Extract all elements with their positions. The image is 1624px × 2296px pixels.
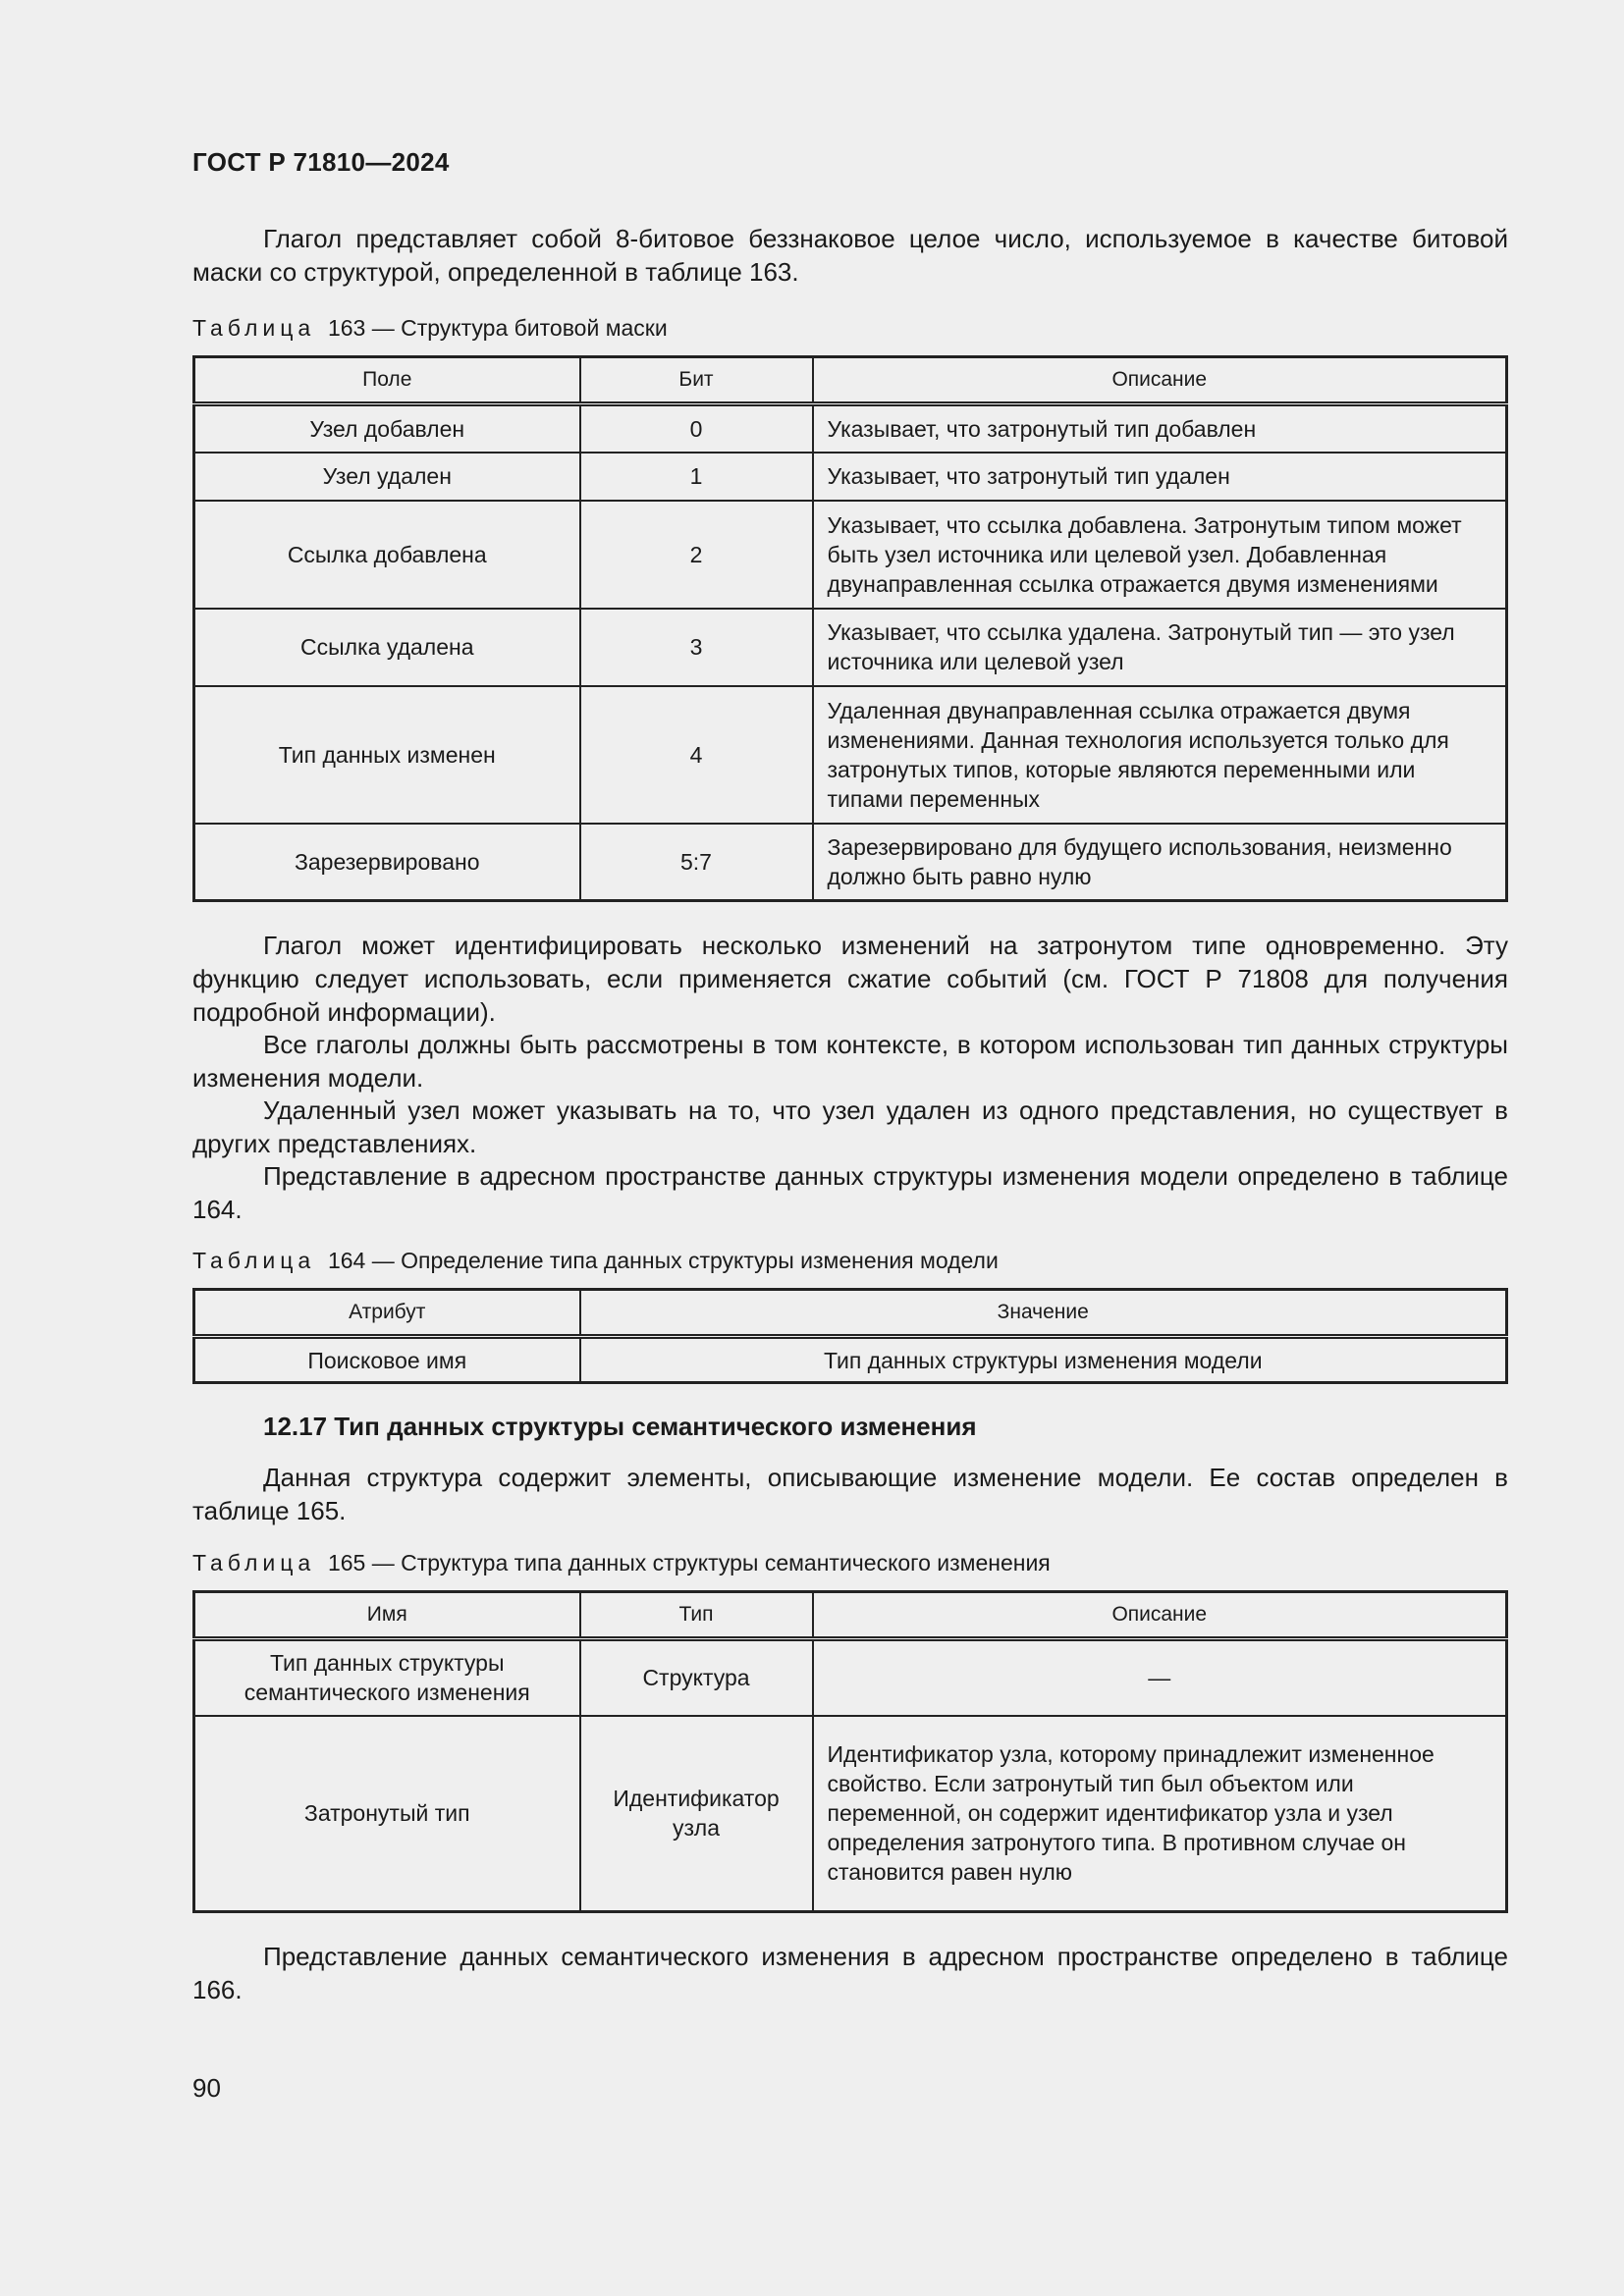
description-cell: Указывает, что ссылка удалена. Затронутый тип — это узел источника или целевой узел <box>813 609 1507 686</box>
document-header: ГОСТ Р 71810—2024 <box>192 147 450 177</box>
bit-cell: 0 <box>580 404 813 453</box>
table-row <box>194 824 1507 901</box>
type-cell: Идентификатор узла <box>580 1716 813 1912</box>
table-row <box>194 1716 1507 1912</box>
table165-caption: Таблица 165 — Структура типа данных структуры семантического изменения <box>192 1550 1051 1575</box>
field-cell: Тип данных изменен <box>194 686 580 824</box>
bit-cell: 4 <box>580 686 813 824</box>
field-cell: Зарезервировано <box>194 824 580 901</box>
description-cell: Зарезервировано для будущего использования, неизменно должно быть равно нулю <box>813 824 1507 901</box>
field-cell: Ссылка удалена <box>194 609 580 686</box>
final-paragraph: Представление данных семантического изменения в адресном пространстве определено в таблице 166. <box>192 1942 1508 2004</box>
attribute-cell: Поисковое имя <box>194 1337 580 1383</box>
bit-cell: 2 <box>580 501 813 609</box>
table-row <box>194 1337 1507 1383</box>
table-row <box>194 686 1507 824</box>
table-163 <box>192 355 1508 902</box>
table-row <box>194 404 1507 453</box>
intro-paragraph: Глагол представляет собой 8-битовое беззнаковое целое число, используемое в качестве битовой маски со структурой, определенной в таблице 163. <box>192 224 1508 287</box>
description-cell: Идентификатор узла, которому принадлежит измененное свойство. Если затронутый тип был объектом или переменной, он содержит идентификатор узла и узел определения затронутого типа. В противном случае он становится равен нулю <box>813 1716 1507 1912</box>
bit-cell: 5:7 <box>580 824 813 901</box>
section-paragraph: Данная структура содержит элементы, описывающие изменение модели. Ее состав определен в таблице 165. <box>192 1463 1508 1525</box>
table-row <box>194 453 1507 501</box>
page-number: 90 <box>192 2073 221 2103</box>
table164-caption: Таблица 164 — Определение типа данных структуры изменения модели <box>192 1248 999 1273</box>
column-header: Тип <box>580 1592 813 1639</box>
table-row <box>194 1639 1507 1716</box>
field-cell: Узел добавлен <box>194 404 580 453</box>
table163-caption: Таблица 163 — Структура битовой маски <box>192 315 668 341</box>
paragraph-representation-164: Представление в адресном пространстве данных структуры изменения модели определено в таблице 164. <box>192 1161 1508 1224</box>
table-header-row <box>194 1592 1507 1639</box>
table-row <box>194 501 1507 609</box>
paragraph-verb-changes: Глагол может идентифицировать несколько изменений на затронутом типе одновременно. Эту функцию следует использовать, если применяется сжатие событий (см. ГОСТ Р 71808 для получения подробной информации). <box>192 931 1508 1027</box>
column-header: Атрибут <box>194 1290 580 1337</box>
field-cell: Узел удален <box>194 453 580 501</box>
paragraph-deleted-node: Удаленный узел может указывать на то, что узел удален из одного представления, но существует в других представлениях. <box>192 1095 1508 1158</box>
description-cell: — <box>813 1639 1507 1716</box>
description-cell: Удаленная двунаправленная ссылка отражается двумя изменениями. Данная технология используется только для затронутых типов, которые являются переменными или типами переменных <box>813 686 1507 824</box>
name-cell: Тип данных структуры семантического изменения <box>194 1639 580 1716</box>
column-header: Значение <box>580 1290 1507 1337</box>
name-cell: Затронутый тип <box>194 1716 580 1912</box>
paragraph-verbs-context: Все глаголы должны быть рассмотрены в том контексте, в котором использован тип данных структуры изменения модели. <box>192 1030 1508 1093</box>
column-header: Описание <box>813 1592 1507 1639</box>
column-header: Описание <box>813 357 1507 404</box>
description-cell: Указывает, что затронутый тип добавлен <box>813 404 1507 453</box>
column-header: Бит <box>580 357 813 404</box>
description-cell: Указывает, что ссылка добавлена. Затронутым типом может быть узел источника или целевой узел. Добавленная двунаправленная ссылка отражается двумя изменениями <box>813 501 1507 609</box>
bit-cell: 3 <box>580 609 813 686</box>
table-header-row <box>194 357 1507 404</box>
section-heading-12-17: 12.17 Тип данных структуры семантического изменения <box>263 1412 977 1441</box>
column-header: Имя <box>194 1592 580 1639</box>
description-cell: Указывает, что затронутый тип удален <box>813 453 1507 501</box>
table-header-row <box>194 1290 1507 1337</box>
value-cell: Тип данных структуры изменения модели <box>580 1337 1507 1383</box>
field-cell: Ссылка добавлена <box>194 501 580 609</box>
type-cell: Структура <box>580 1639 813 1716</box>
table-165 <box>192 1590 1508 1913</box>
column-header: Поле <box>194 357 580 404</box>
table-row <box>194 609 1507 686</box>
table-164 <box>192 1288 1508 1384</box>
bit-cell: 1 <box>580 453 813 501</box>
